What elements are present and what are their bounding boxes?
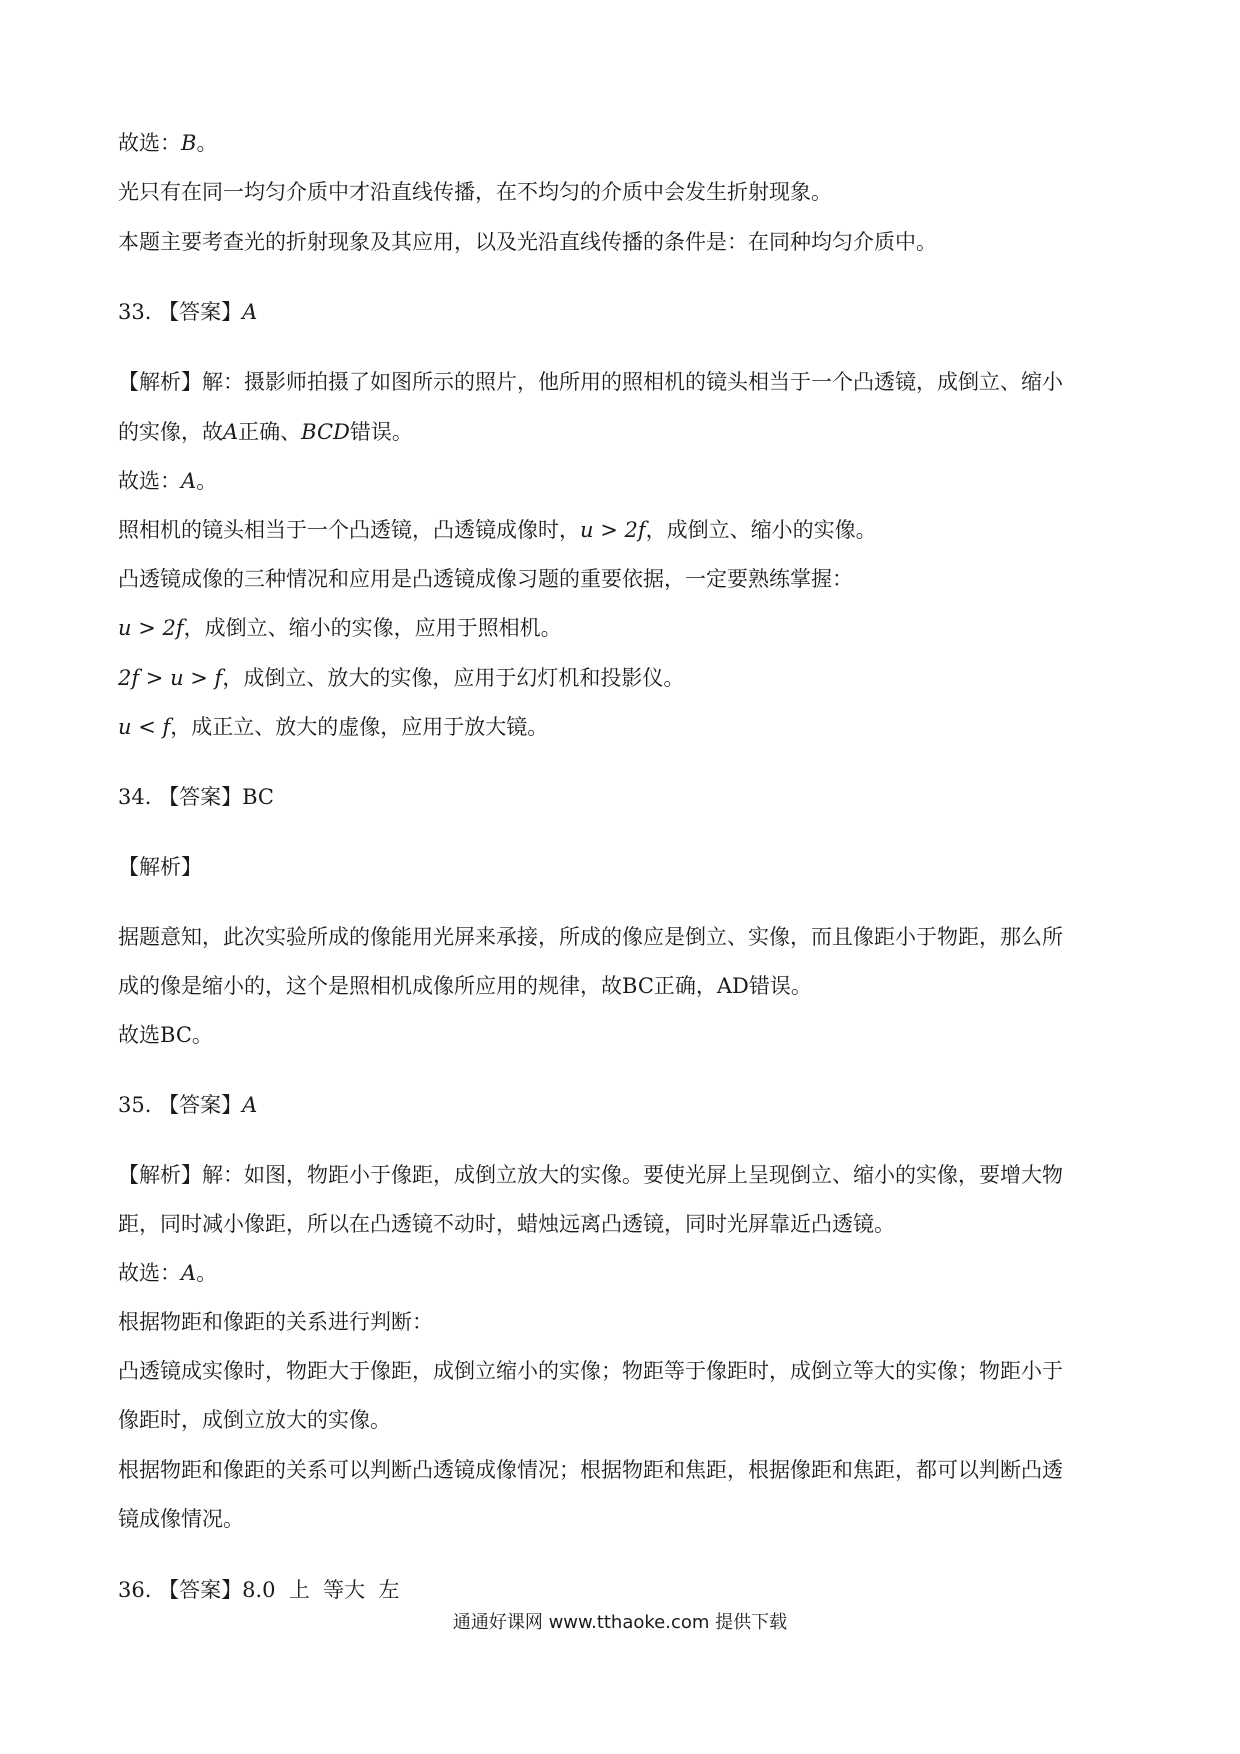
q33-choice: 故选：A。 bbox=[118, 469, 218, 493]
q35-heading: 35. 【答案】A bbox=[118, 1093, 258, 1117]
q34-analysis-2: 成的像是缩小的，这个是照相机成像所应用的规律，故BC正确，AD错误。 bbox=[118, 974, 812, 998]
q34-choice: 故选BC。 bbox=[118, 1023, 213, 1047]
q35-analysis-2: 距，同时减小像距，所以在凸透镜不动时，蜡烛远离凸透镜，同时光屏靠近凸透镜。 bbox=[118, 1212, 895, 1236]
q35-explain-1: 根据物距和像距的关系进行判断： bbox=[118, 1310, 433, 1334]
q35-explain-3: 像距时，成倒立放大的实像。 bbox=[118, 1408, 391, 1432]
q34-heading: 34. 【答案】BC bbox=[118, 785, 274, 809]
q33-explain-1: 照相机的镜头相当于一个凸透镜，凸透镜成像时，u > 2f，成倒立、缩小的实像。 bbox=[118, 518, 877, 542]
footer-watermark: 通通好课网 www.tthaoke.com 提供下载 bbox=[452, 1612, 788, 1633]
q36-heading: 36. 【答案】8.0 上 等大 左 bbox=[118, 1578, 400, 1602]
q34-analysis-1: 据题意知，此次实验所成的像能用光屏来承接，所成的像应是倒立、实像，而且像距小于物距，那么所 bbox=[118, 925, 1063, 949]
q32-explain-1: 光只有在同一均匀介质中才沿直线传播，在不均匀的介质中会发生折射现象。 bbox=[118, 180, 832, 204]
q35-explain-4: 根据物距和像距的关系可以判断凸透镜成像情况；根据物距和焦距，根据像距和焦距，都可以判断凸透 bbox=[118, 1458, 1063, 1482]
q33-rule-3: u < f，成正立、放大的虚像，应用于放大镜。 bbox=[118, 715, 549, 739]
q35-explain-5: 镜成像情况。 bbox=[118, 1507, 244, 1531]
q35-explain-2: 凸透镜成实像时，物距大于像距，成倒立缩小的实像；物距等于像距时，成倒立等大的实像；物距小于 bbox=[118, 1359, 1063, 1383]
q33-analysis-2: 的实像，故A正确、BCD错误。 bbox=[118, 420, 413, 444]
q33-explain-2: 凸透镜成像的三种情况和应用是凸透镜成像习题的重要依据，一定要熟练掌握： bbox=[118, 567, 853, 591]
q33-analysis-1: 【解析】解：摄影师拍摄了如图所示的照片，他所用的照相机的镜头相当于一个凸透镜，成倒立、缩小 bbox=[118, 370, 1063, 394]
q33-rule-2: 2f > u > f，成倒立、放大的实像，应用于幻灯机和投影仪。 bbox=[118, 666, 685, 690]
q35-analysis-1: 【解析】解：如图，物距小于像距，成倒立放大的实像。要使光屏上呈现倒立、缩小的实像，要增大物 bbox=[118, 1163, 1063, 1187]
q34-analysis-label: 【解析】 bbox=[118, 855, 202, 879]
q35-choice: 故选：A。 bbox=[118, 1261, 218, 1285]
q33-heading: 33. 【答案】A bbox=[118, 300, 258, 324]
q32-explain-2: 本题主要考查光的折射现象及其应用，以及光沿直线传播的条件是：在同种均匀介质中。 bbox=[118, 230, 937, 254]
q33-rule-1: u > 2f，成倒立、缩小的实像，应用于照相机。 bbox=[118, 616, 562, 640]
q32-choice: 故选：B。 bbox=[118, 131, 218, 155]
